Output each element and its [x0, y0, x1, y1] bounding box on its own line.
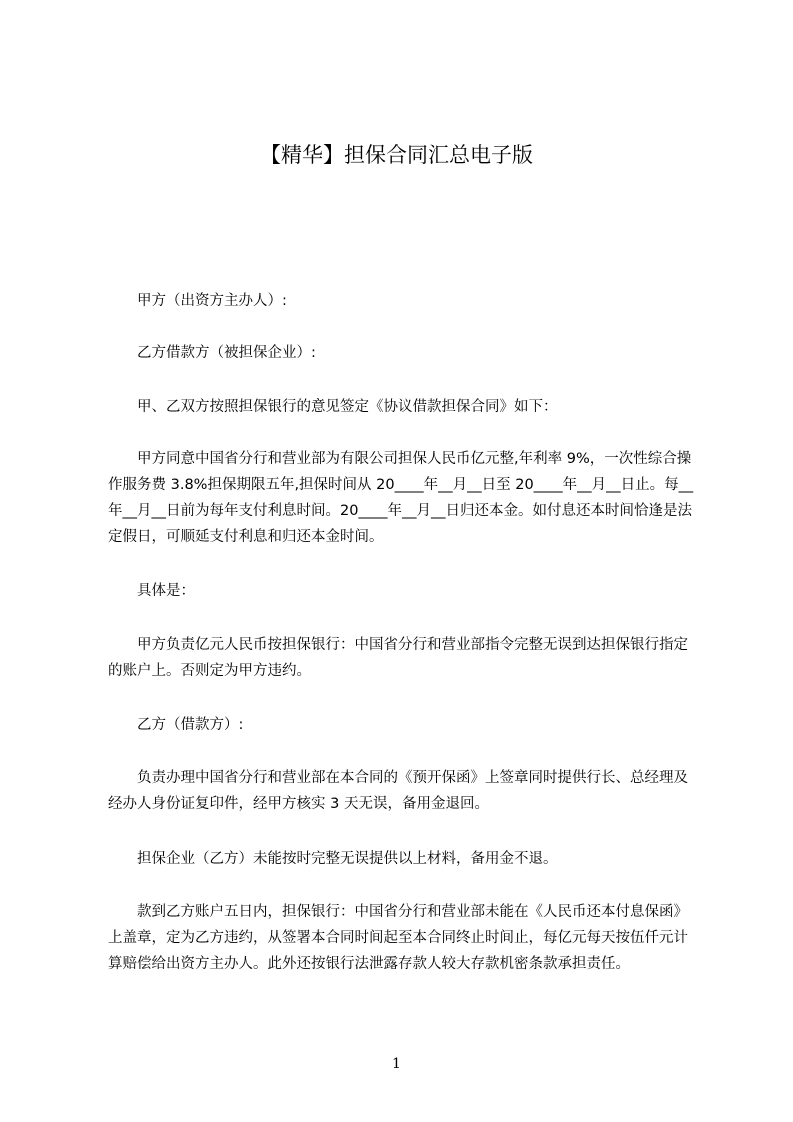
- page-number: 1: [392, 1056, 401, 1072]
- agreement-intro: 甲、乙双方按照担保银行的意见签定《协议借款担保合同》如下：: [137, 399, 558, 415]
- party-a-line: 甲方（出资方主办人）:: [137, 293, 287, 309]
- guarantee-terms-paragraph: 甲方同意中国省分行和营业部为有限公司担保人民币亿元整,年利率 9%，一次性综合操作服务费 3.8%担保期限五年,担保时间从 20____年__月__日至 20____年__月__日止。每__年__月__日前为每年支付利息时间。20____年__月__日归还本金。如付息还本时间恰逢是法定假日，可顺延支付利息和归还本金时间。: [108, 451, 694, 545]
- document-title: 【精华】担保合同汇总电子版: [260, 143, 533, 167]
- party-b-obligation-paragraph: 负责办理中国省分行和营业部在本合同的《预开保函》上签章同时提供行长、总经理及经办人身份证复印件，经甲方核实 3 天无误，备用金退回。: [108, 770, 688, 812]
- details-heading: 具体是：: [137, 583, 195, 599]
- party-b-line: 乙方借款方（被担保企业）:: [137, 345, 316, 361]
- party-a-obligation-paragraph: 甲方负责亿元人民币按担保银行：中国省分行和营业部指令完整无误到达担保银行指定的账户上。否则定为甲方违约。: [108, 637, 688, 679]
- breach-clause-paragraph: 款到乙方账户五日内，担保银行：中国省分行和营业部未能在《人民币还本付息保函》上盖章，定为乙方违约，从签署本合同时间起至本合同终止时间止，每亿元每天按伍仟元计算赔偿给出资方主办人。此外还按银行法泄露存款人较大存款机密条款承担责任。: [108, 904, 688, 972]
- deposit-clause: 担保企业（乙方）未能按时完整无误提供以上材料，备用金不退。: [137, 851, 558, 867]
- party-b-heading: 乙方（借款方）:: [137, 717, 244, 733]
